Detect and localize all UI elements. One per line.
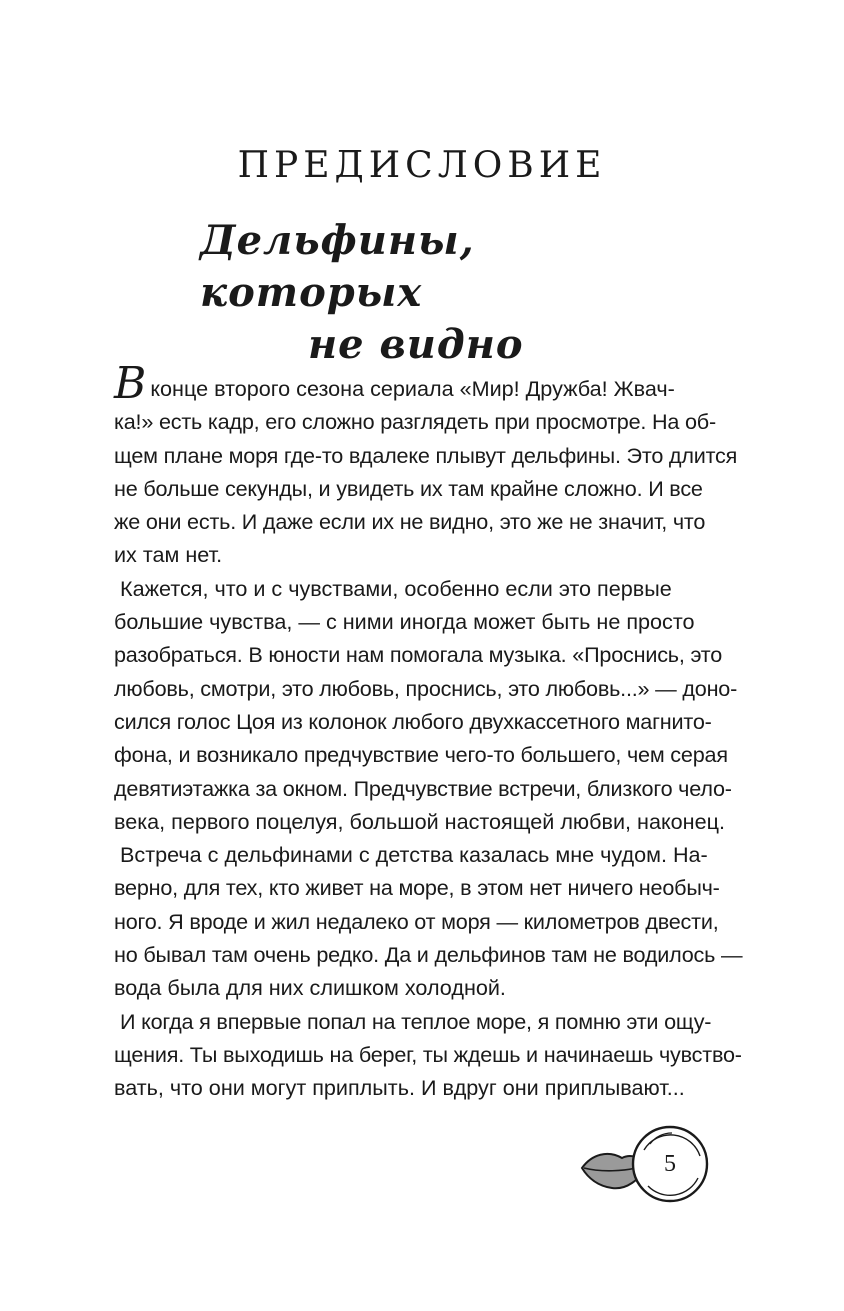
text-line: но бывал там очень редко. Да и дельфинов там не водилось —: [114, 942, 743, 968]
text-line: фона, и возникало предчувствие чего-то большего, чем серая: [114, 742, 728, 768]
page-number: 5: [664, 1151, 676, 1177]
text-line: же они есть. И даже если их не видно, это же не значит, что: [114, 509, 706, 535]
body-text: [114, 358, 743, 1105]
paragraph: [114, 358, 738, 572]
text-line: ного. Я вроде и жил недалеко от моря — километров двести,: [114, 908, 719, 934]
subtitle-line-1: Дельфины, которых: [200, 217, 475, 316]
text-line: вода была для них слишком холодной.: [114, 975, 506, 1001]
text-line: большие чувства, — с ними иногда может быть не просто: [114, 609, 695, 635]
chapter-subtitle: [190, 215, 690, 371]
drop-cap: В: [114, 358, 147, 409]
text-line: вать, что они могут приплыть. И вдруг они приплывают...: [114, 1075, 685, 1101]
text-line: их там нет.: [114, 542, 223, 568]
text-line: верно, для тех, кто живет на море, в этом нет ничего необыч-: [114, 875, 720, 901]
text-line: Кажется, что и с чувствами, особенно если это первые: [120, 575, 672, 601]
paragraph: [114, 838, 743, 1004]
text-line: Встреча с дельфинами с детства казалась мне чудом. На-: [120, 842, 708, 868]
text-line: сился голос Цоя из колонок любого двухкассетного магнито-: [114, 708, 712, 734]
text-line: не больше секунды, и увидеть их там крайне сложно. И все: [114, 475, 703, 501]
chapter-heading: ПРЕДИСЛОВИЕ: [237, 145, 607, 186]
paragraph: [114, 1005, 742, 1105]
text-line: века, первого поцелуя, большой настоящей любви, наконец.: [114, 808, 725, 834]
subtitle-line-2: не видно: [308, 321, 524, 368]
text-line: девятиэтажка за окном. Предчувствие встречи, близкого чело-: [114, 775, 732, 801]
paragraph: [114, 572, 738, 838]
text-line: любовь, смотри, это любовь, проснись, это любовь...» — доно-: [114, 675, 738, 701]
text-line: разобраться. В юности нам помогала музыка. «Проснись, это: [114, 642, 723, 668]
text-line: щения. Ты выходишь на берег, ты ждешь и начинаешь чувство-: [114, 1041, 742, 1067]
text-line: И когда я впервые попал на теплое море, я помню эти ощу-: [120, 1008, 712, 1034]
text-line: конце второго сезона сериала «Мир! Дружба! Жвач-: [150, 376, 675, 401]
text-line: ка!» есть кадр, его сложно разглядеть при просмотре. На об-: [114, 409, 716, 435]
text-line: щем плане моря где-то вдалеке плывут дельфины. Это длится: [114, 442, 738, 468]
